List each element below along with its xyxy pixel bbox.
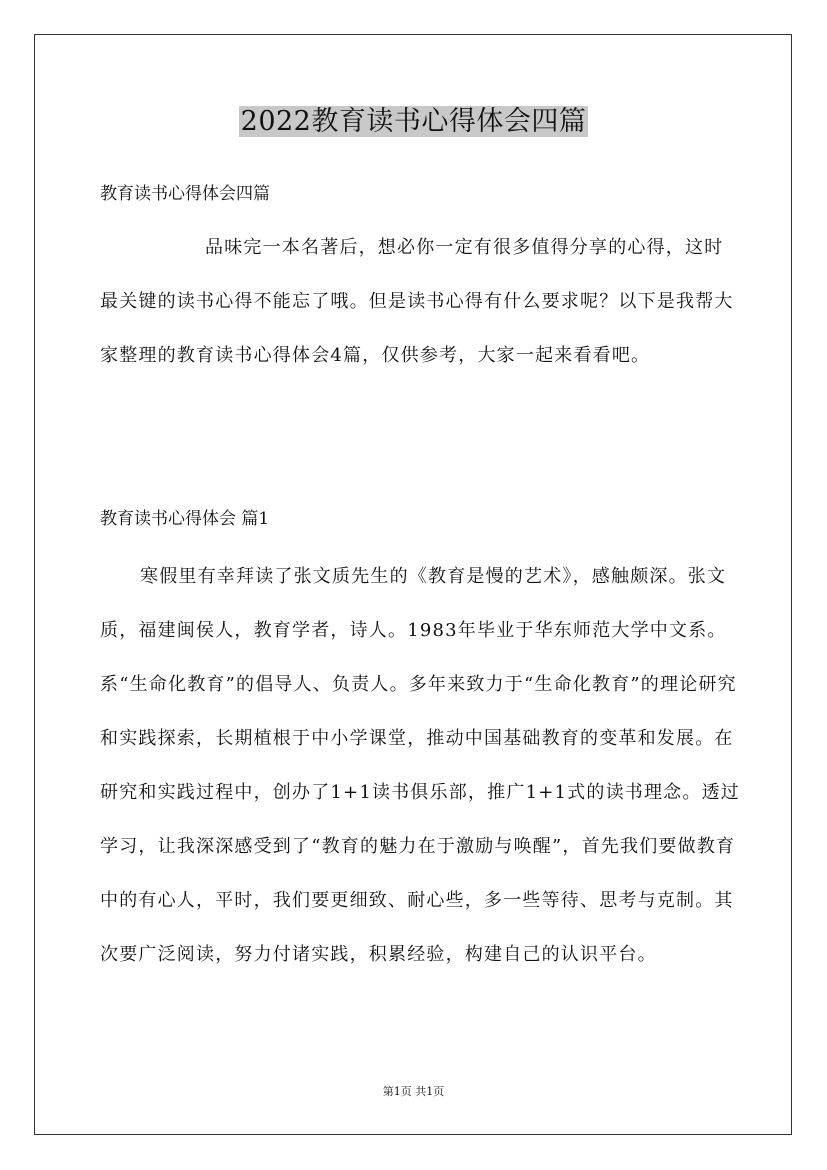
document-title-text: 2022教育读书心得体会四篇 (240, 106, 587, 137)
document-subheading: 教育读书心得体会四篇 (100, 184, 270, 204)
section-1-heading: 教育读书心得体会 篇1 (100, 509, 270, 529)
section-1-paragraph: 寒假里有幸拜读了张文质先生的《教育是慢的艺术》，感触颇深。张文质，福建闽侯人，教育学者，诗人。1983年毕业于华东师范大学中文系。系“生命化教育”的倡导人、负责人。多年来致力于“生命化教育”的理论研究和实践探索，长期植根于中小学课堂，推动中国基础教育的变革和发展。在研究和实践过程中，创办了1+1读书俱乐部，推广1+1式的读书理念。透过学习，让我深深感受到了“教育的魅力在于激励与唤醒”，首先我们要做教育中的有心人，平时，我们要更细致、耐心些，多一些等待、思考与克制。其次要广泛阅读，努力付诸实践，积累经验，构建自己的认识平台。 (100, 566, 740, 965)
page-footer: 第1页 共1页 (382, 1085, 445, 1098)
intro-paragraph: 品味完一本名著后，想必你一定有很多值得分享的心得，这时最关键的读书心得不能忘了哦。但是读书心得有什么要求呢？以下是我帮大家整理的教育读书心得体会4篇，仅供参考，大家一起来看看吧。 (100, 237, 734, 366)
document-title (0, 102, 827, 142)
